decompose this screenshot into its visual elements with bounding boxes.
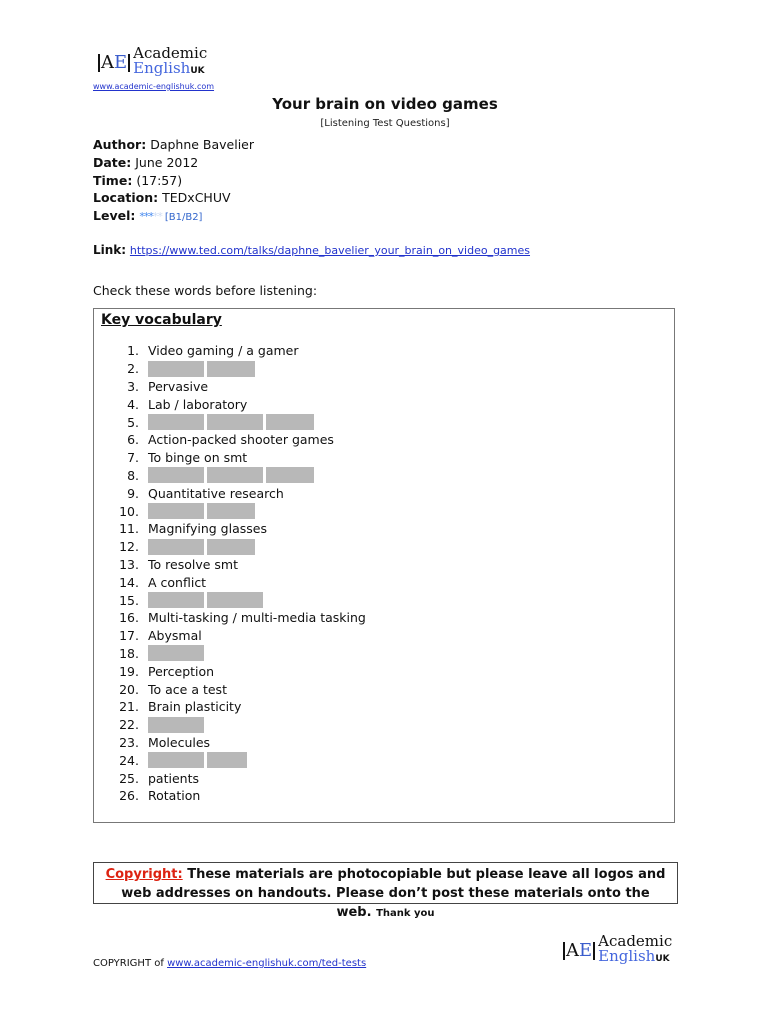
vocab-item: [104, 520, 366, 538]
vocab-item: [104, 573, 366, 591]
vocab-item: [104, 378, 366, 396]
vocab-item: [104, 734, 366, 752]
talk-link-line: Link: https://www.ted.com/talks/daphne_bavelier_your_brain_on_video_games: [93, 243, 531, 257]
logo-mark: A E: [98, 54, 130, 72]
vocab-term: Magnifying glasses: [148, 521, 267, 537]
redacted-term: [148, 414, 314, 430]
time-line: Time: (17:57): [93, 172, 183, 188]
vocab-item: [104, 769, 366, 787]
page-subtitle: [Listening Test Questions]: [320, 118, 450, 129]
vocab-number: 8.: [127, 467, 139, 483]
vocab-number: 18.: [119, 645, 139, 661]
vocab-term: Perception: [148, 663, 215, 679]
vocab-number: 22.: [119, 717, 139, 733]
vocab-number: 5.: [127, 414, 139, 430]
level-code: [B1/B2]: [164, 212, 203, 224]
vocab-item: [104, 787, 366, 805]
vocab-number: 7.: [127, 450, 139, 466]
vocab-term: Multi-tasking / multi-media tasking: [148, 610, 366, 626]
vocab-item: [104, 609, 366, 627]
vocab-number: 21.: [119, 699, 139, 715]
copyright-label: Copyright:: [105, 867, 183, 882]
key-vocabulary-box: [93, 308, 675, 823]
vocab-number: 14.: [119, 574, 139, 590]
vocab-number: 20.: [119, 681, 139, 697]
vocab-item: [104, 467, 366, 485]
vocab-item: [104, 591, 366, 609]
location-line: Location: TEDxCHUV: [93, 190, 231, 206]
redacted-term: [148, 752, 247, 768]
date-line: Date: June 2012: [93, 154, 199, 170]
redacted-term: [148, 592, 263, 608]
talk-details: [93, 136, 254, 227]
intro-text: Check these words before listening:: [93, 283, 318, 298]
talk-link[interactable]: https://www.ted.com/talks/daphne_bavelier_your_brain_on_video_games: [129, 244, 531, 257]
vocab-term: Action-packed shooter games: [148, 432, 334, 448]
footer-copyright: COPYRIGHT of www.academic-englishuk.com/ted-tests: [93, 958, 367, 969]
vocab-number: 17.: [119, 628, 139, 644]
academic-english-logo: [98, 46, 207, 79]
logo-suffix: UK: [190, 66, 205, 76]
vocab-item: [104, 449, 366, 467]
vocab-term: Quantitative research: [148, 485, 284, 501]
vocab-item: [104, 645, 366, 663]
vocab-item: [104, 431, 366, 449]
vocab-number: 12.: [119, 539, 139, 555]
vocab-number: 26.: [119, 788, 139, 804]
vocab-item: [104, 395, 366, 413]
site-link[interactable]: www.academic-englishuk.com: [93, 82, 215, 91]
redacted-term: [148, 503, 255, 519]
vocab-item: [104, 680, 366, 698]
vocab-item: [104, 751, 366, 769]
copyright-text: These materials are photocopiable but please leave all logos and web addresses on handouts. Please don’t post these materials onto the web.: [121, 867, 666, 920]
vocab-term: Abysmal: [148, 628, 202, 644]
redacted-term: [148, 361, 255, 377]
vocab-number: 15.: [119, 592, 139, 608]
vocab-item: [104, 538, 366, 556]
footer-link[interactable]: www.academic-englishuk.com/ted-tests: [167, 958, 367, 969]
vocab-number: 10.: [119, 503, 139, 519]
vocab-term: Video gaming / a gamer: [148, 343, 299, 359]
logo-line2: English: [133, 59, 191, 77]
vocab-term: Pervasive: [148, 378, 209, 394]
redacted-term: [148, 717, 204, 733]
vocab-term: Lab / laboratory: [148, 396, 248, 412]
copyright-thanks: Thank you: [376, 908, 435, 919]
vocab-item: [104, 342, 366, 360]
level-stars: ***: [139, 210, 153, 224]
vocab-number: 3.: [127, 378, 139, 394]
level-stars-empty: **: [152, 210, 162, 224]
vocab-term: A conflict: [148, 574, 207, 590]
vocab-number: 23.: [119, 734, 139, 750]
logo-mark: A E: [563, 942, 595, 960]
vocab-number: 25.: [119, 770, 139, 786]
vocab-item: [104, 698, 366, 716]
vocab-term: Rotation: [148, 788, 201, 804]
level-line: Level: ***** [B1/B2]: [93, 208, 203, 224]
vocab-term: To resolve smt: [148, 556, 238, 572]
academic-english-logo-footer: A E Academic EnglishUK: [563, 934, 672, 967]
redacted-term: [148, 467, 314, 483]
vocab-item: [104, 662, 366, 680]
vocab-item: [104, 413, 366, 431]
vocab-number: 19.: [119, 663, 139, 679]
vocab-list: [104, 342, 366, 805]
page-title: Your brain on video games: [272, 95, 498, 113]
vocab-item: [104, 716, 366, 734]
vocab-term: To binge on smt: [148, 450, 248, 466]
vocab-number: 4.: [127, 396, 139, 412]
copyright-notice: [93, 862, 678, 920]
vocab-item: [104, 556, 366, 574]
vocab-number: 6.: [127, 432, 139, 448]
vocab-number: 13.: [119, 556, 139, 572]
redacted-term: [148, 645, 204, 661]
vocab-term: Molecules: [148, 734, 211, 750]
redacted-term: [148, 539, 255, 555]
author-line: Author: Daphne Bavelier: [93, 137, 255, 152]
vocab-item: [104, 360, 366, 378]
vocab-term: Brain plasticity: [148, 699, 242, 715]
logo-line1: Academic: [133, 44, 208, 62]
vocab-term: patients: [148, 770, 199, 786]
vocab-term: To ace a test: [148, 681, 227, 697]
vocab-number: 16.: [119, 610, 139, 626]
vocab-number: 2.: [127, 361, 139, 377]
vocab-number: 9.: [127, 485, 139, 501]
vocab-heading: Key vocabulary: [101, 312, 222, 328]
vocab-item: [104, 484, 366, 502]
vocab-number: 24.: [119, 752, 139, 768]
vocab-number: 11.: [119, 521, 139, 537]
vocab-number: 1.: [127, 343, 139, 359]
vocab-item: [104, 502, 366, 520]
vocab-item: [104, 627, 366, 645]
